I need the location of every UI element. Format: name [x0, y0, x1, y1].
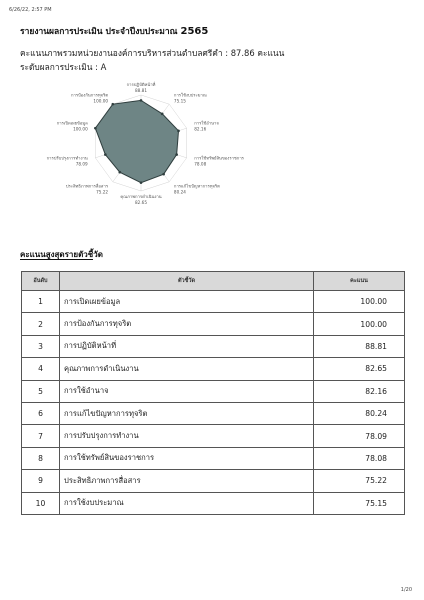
page-number: 1/20 — [400, 587, 412, 593]
radar-axis-label: การใช้ทรัพย์สินของราชการ — [194, 155, 244, 161]
score-cell: 75.22 — [314, 470, 405, 492]
report-title-year: 2565 — [180, 26, 209, 37]
score-cell: 82.65 — [314, 358, 405, 380]
header-indicator: ตัวชี้วัด — [60, 272, 314, 291]
radar-point — [104, 153, 107, 156]
rank-cell: 8 — [22, 447, 60, 469]
indicator-cell: การใช้งบประมาณ — [60, 492, 314, 514]
radar-axis-value: 100.00 — [73, 126, 88, 132]
report-title — [20, 24, 208, 38]
rank-cell: 5 — [22, 380, 60, 402]
table-row — [22, 447, 405, 469]
table-row — [22, 380, 405, 402]
radar-axis-label: การปรับปรุงการทำงาน — [46, 155, 88, 161]
print-timestamp: 6/26/22, 2:57 PM — [9, 7, 52, 13]
score-cell: 100.00 — [314, 313, 405, 335]
score-cell: 100.00 — [314, 291, 405, 313]
radar-point — [140, 99, 143, 102]
rank-cell: 1 — [22, 291, 60, 313]
radar-axis-label: การใช้งบประมาณ — [173, 92, 207, 98]
score-cell: 82.16 — [314, 380, 405, 402]
indicator-cell: การเปิดเผยข้อมูล — [60, 291, 314, 313]
header-score: คะแนน — [314, 272, 405, 291]
overall-score-line: คะแนนภาพรวมหน่วยงานองค์การบริหารส่วนตำบลศรีคำ : 87.86 คะแนน — [20, 48, 285, 58]
radar-point — [177, 130, 180, 133]
table-row — [22, 358, 405, 380]
table-row — [22, 492, 405, 514]
indicator-cell: การปรับปรุงการทำงาน — [60, 425, 314, 447]
table-header-row — [22, 272, 405, 291]
radar-axis-value: 78.09 — [75, 161, 88, 167]
rank-cell: 10 — [22, 492, 60, 514]
radar-axis-value: 82.16 — [194, 126, 207, 132]
table-row — [22, 335, 405, 357]
score-cell: 88.81 — [314, 335, 405, 357]
radar-point — [140, 181, 143, 184]
score-cell: 78.08 — [314, 447, 405, 469]
indicator-cell: ประสิทธิภาพการสื่อสาร — [60, 470, 314, 492]
radar-axis-value: 88.81 — [135, 88, 147, 93]
radar-point — [162, 173, 165, 176]
indicator-cell: การป้องกันการทุจริต — [60, 313, 314, 335]
radar-axis-label: การป้องกันการทุจริต — [71, 92, 109, 98]
table-row — [22, 291, 405, 313]
indicator-cell: การใช้ทรัพย์สินของราชการ — [60, 447, 314, 469]
score-cell: 78.09 — [314, 425, 405, 447]
section-title: คะแนนสูงสุดรายตัวชี้วัด — [20, 250, 103, 259]
radar-point — [161, 113, 164, 116]
report-title-text: รายงานผลการประเมิน ประจำปีงบประมาณ — [20, 27, 178, 37]
rank-cell: 4 — [22, 358, 60, 380]
radar-axis-label: ประสิทธิภาพการสื่อสาร — [65, 183, 109, 189]
radar-axis-label: คุณภาพการดำเนินงาน — [120, 194, 162, 199]
rank-cell: 7 — [22, 425, 60, 447]
radar-axis-value: 78.08 — [194, 161, 207, 167]
indicator-cell: การแก้ไขปัญหาการทุจริต — [60, 402, 314, 424]
radar-axis-label: การแก้ไขปัญหาการทุจริต — [173, 183, 220, 189]
score-cell: 75.15 — [314, 492, 405, 514]
indicator-cell: การปฏิบัติหน้าที่ — [60, 335, 314, 357]
rank-cell: 9 — [22, 470, 60, 492]
table-row — [22, 313, 405, 335]
indicator-cell: คุณภาพการดำเนินงาน — [60, 358, 314, 380]
radar-axis-value: 100.00 — [93, 98, 109, 104]
radar-axis-value: 80.24 — [173, 189, 186, 195]
radar-point — [94, 127, 97, 130]
table-row — [22, 425, 405, 447]
radar-axis-label: การใช้อำนาจ — [194, 120, 219, 126]
radar-point — [111, 103, 114, 106]
indicator-cell: การใช้อำนาจ — [60, 380, 314, 402]
rank-cell: 3 — [22, 335, 60, 357]
radar-axis-label: การเปิดเผยข้อมูล — [56, 120, 88, 126]
radar-axis-value: 75.15 — [173, 98, 186, 104]
assessment-level-line: ระดับผลการประเมิน : A — [20, 62, 107, 72]
table-row — [22, 402, 405, 424]
indicator-ranking-table — [21, 271, 405, 515]
header-rank: อันดับ — [22, 272, 60, 291]
radar-data-area — [95, 100, 178, 182]
radar-chart — [46, 80, 264, 210]
radar-axis-label: การปฏิบัติหน้าที่ — [126, 82, 156, 87]
rank-cell: 2 — [22, 313, 60, 335]
radar-point — [175, 153, 178, 156]
radar-axis-value: 82.65 — [135, 200, 147, 205]
section-title-underline — [20, 259, 93, 260]
radar-axis-value: 75.22 — [96, 189, 109, 195]
score-cell: 80.24 — [314, 402, 405, 424]
radar-point — [118, 171, 121, 174]
table-row — [22, 470, 405, 492]
rank-cell: 6 — [22, 402, 60, 424]
